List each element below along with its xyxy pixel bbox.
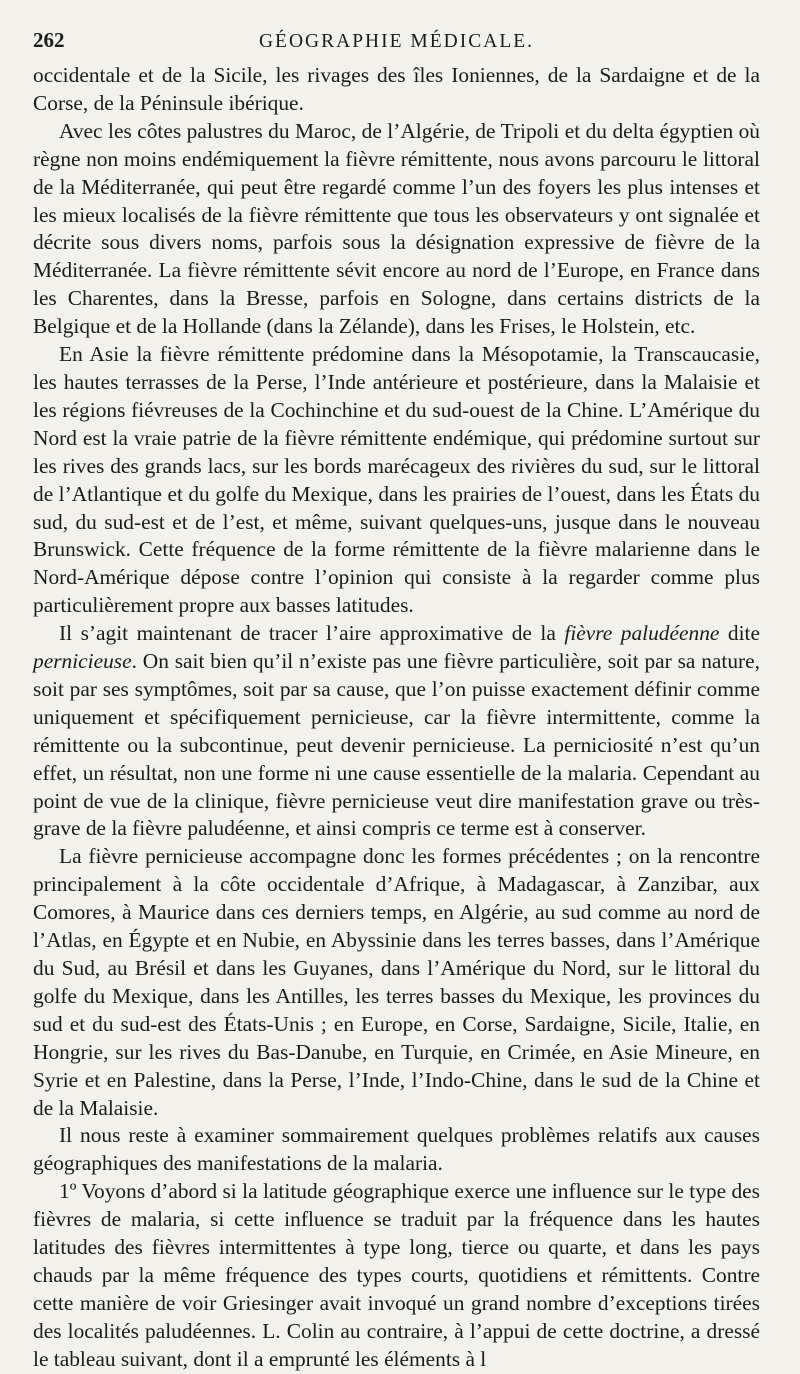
italic-term: fièvre paludéenne [564,621,720,646]
paragraph-problems: Il nous reste à examiner sommairement quelques problèmes relatifs aux causes géographiques des manifestations de la malaria. [33,1123,760,1176]
paragraph-pernicious-distribution: La fièvre pernicieuse accompagne donc les formes précédentes ; on la rencontre principalement à la côte occidentale d’Afrique, à Madagascar, à Zanzibar, aux Comores, à Maurice dans ces derniers temps, en Algérie, au sud comme au nord de l’Atlas, en Égypte et en Nubie, en Abyssinie dans les terres basses, dans l’Amérique du Sud, au Brésil et dans les Guyanes, dans l’Amérique du Nord, sur le littoral du golfe du Mexique, dans les Antilles, les terres basses du Mexique, les provinces du sud et du sud-est des États-Unis ; en Europe, en Corse, Sardaigne, Sicile, Italie, en Hongrie, sur les rives du Bas-Danube, en Turquie, en Crimée, en Asie Mineure, en Syrie et en Palestine, dans la Perse, l’Inde, l’Indo-Chine, dans le sud de la Chine et de la Malaisie. [33,844,760,1120]
paragraph-pernicious-definition [33,620,760,843]
page-header [33,28,760,62]
paragraph-continuation: occidentale et de la Sicile, les rivages des îles Ioniennes, de la Sardaigne et de la Corse, de la Péninsule ibérique. [33,63,760,115]
running-title: GÉOGRAPHIE MÉDICALE. [258,31,535,52]
italic-term: pernicieuse [33,649,132,674]
text-run: Il s’agit maintenant de tracer l’aire approximative de la [59,621,565,646]
text-run: dite [719,621,760,646]
paragraph-asia-america: En Asie la fièvre rémittente prédomine dans la Mésopotamie, la Transcaucasie, les hautes terrasses de la Perse, l’Inde antérieure et postérieure, dans la Malaisie et les régions fiévreuses de la Cochinchine et du sud-ouest de la Chine. L’Amérique du Nord est la vraie patrie de la fièvre rémittente endémique, qui prédomine surtout sur les rives des grands lacs, sur les bords marécageux des rivières du sud, sur le littoral de l’Atlantique et du golfe du Mexique, dans les prairies de l’ouest, dans les États du sud, du sud-est et de l’est, et même, suivant quelques-uns, jusque dans le nouveau Brunswick. Cette fréquence de la forme rémittente de la fièvre malarienne dans le Nord-Amérique dépose contre l’opinion qui consiste à la regarder comme plus particulièrement propre aux basses latitudes. [33,342,760,618]
paragraph-latitude: 1º Voyons d’abord si la latitude géographique exerce une influence sur le type des fièvres de malaria, si cette influence se traduit par la fréquence dans les hautes latitudes des fièvres intermittentes à type long, tierce ou quarte, et dans les pays chauds par la même fréquence des types courts, quotidiens et rémittents. Contre cette manière de voir Griesinger avait invoqué un grand nombre d’exceptions tirées des localités paludéennes. L. Colin au contraire, à l’appui de cette doctrine, a dressé le tableau suivant, dont il a emprunté les éléments à l [33,1179,760,1371]
page-number: 262 [33,28,65,52]
paragraph-mediterranean: Avec les côtes palustres du Maroc, de l’Algérie, de Tripoli et du delta égyptien où règne non moins endémiquement la fièvre rémittente, nous avons parcouru le littoral de la Méditerranée, qui peut être regardé comme l’un des foyers les plus intenses et les mieux localisés de la fièvre rémittente que tous les observateurs y ont signalée et décrite sous divers noms, parfois sous la désignation expressive de fièvre de la Méditerranée. La fièvre rémittente sévit encore au nord de l’Europe, en France dans les Charentes, dans la Bresse, parfois en Sologne, dans certains districts de la Belgique et de la Hollande (dans la Zélande), dans les Frises, le Holstein, etc. [33,118,760,339]
text-run: . On sait bien qu’il n’existe pas une fièvre particulière, soit par sa nature, soit par ses symptômes, soit par sa cause, que l’on puisse exactement définir comme uniquement et spécifiquement pernicieuse, car la fièvre intermittente, comme la rémittente ou la subcontinue, peut devenir pernicieuse. La perniciosité n’est qu’un effet, un résultat, non une forme ni une cause essentielle de la malaria. Cependant au point de vue de la clinique, fièvre pernicieuse veut dire manifestation grave ou très-grave de la fièvre paludéenne, et ainsi compris ce terme est à conserver. [33,649,760,841]
body-text [33,62,760,1374]
